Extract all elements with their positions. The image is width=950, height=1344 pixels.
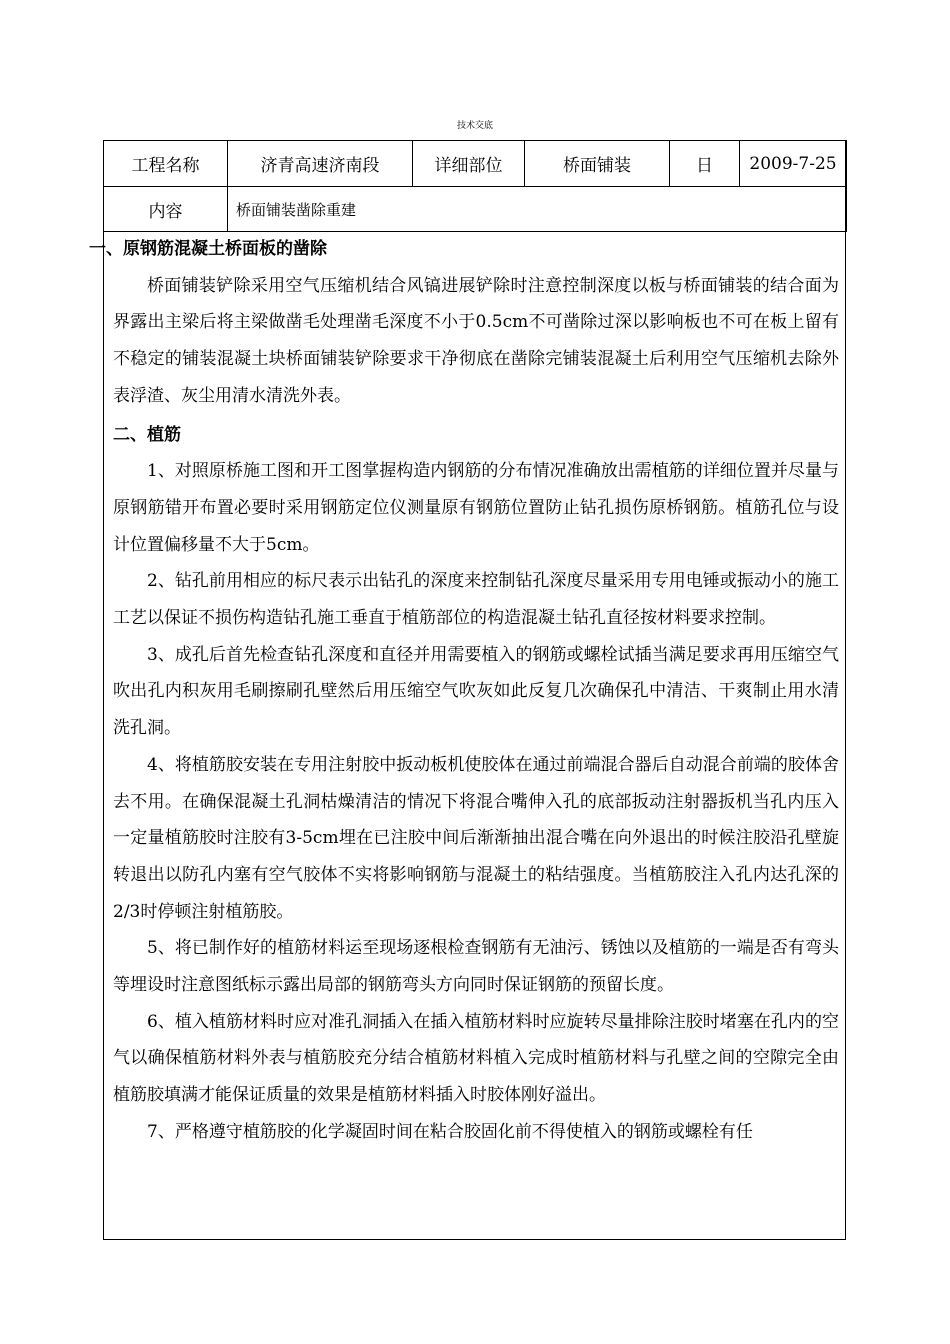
paragraph: 桥面铺装铲除采用空气压缩机结合风镐进展铲除时注意控制深度以板与桥面铺装的结合面为界露出主梁后将主梁做凿毛处理凿毛深度不小于0.5cm不可凿除过深以影响板也不可在板上留有不稳定的铺装混凝土块桥面铺装铲除要求干净彻底在凿除完铺装混凝土后利用空气压缩机去除外表浮渣、灰尘用清水清洗外表。 (113, 275, 839, 406)
info-row-content (104, 187, 847, 232)
paragraph: 4、将植筋胶安装在专用注射胶中扳动板机使胶体在通过前端混合器后自动混合前端的胶体舍去不用。在确保混凝土孔洞枯燥清洁的情况下将混合嘴伸入孔的底部扳动注射器扳机当孔内压入一定量植筋胶时注胶有3-5cm埋在已注胶中间后渐渐抽出混合嘴在向外退出的时候注胶沿孔壁旋转退出以防孔内塞有空气胶体不实将影响钢筋与混凝土的粘结强度。当植筋胶注入孔内达孔深的2/3时停顿注射植筋胶。 (113, 754, 839, 922)
content-value: 桥面铺装凿除重建 (228, 187, 847, 232)
paragraph: 1、对照原桥施工图和开工图掌握构造内钢筋的分布情况准确放出需植筋的详细位置并尽量与原钢筋错开布置必要时采用钢筋定位仪测量原有钢筋位置防止钻孔损伤原桥钢筋。植筋孔位与设计位置偏移量不大于5cm。 (113, 461, 839, 555)
section-heading-1: 一、原钢筋混凝土桥面板的凿除 (89, 239, 327, 259)
part-value: 桥面铺装 (525, 141, 670, 187)
project-label: 工程名称 (104, 141, 228, 187)
document-body (89, 231, 839, 1151)
paragraph: 3、成孔后首先检查钻孔深度和直径并用需要植入的钢筋或螺栓试插当满足要求再用压缩空气吹出孔内积灰用毛刷擦刷孔壁然后用压缩空气吹灰如此反复几次确保孔中清洁、干爽制止用水清洗孔洞。 (113, 644, 839, 739)
paragraph: 6、植入植筋材料时应对准孔洞插入在插入植筋材料时应旋转尽量排除注胶时堵塞在孔内的空气以确保植筋材料外表与植筋胶充分结合植筋材料植入完成时植筋材料与孔壁之间的空隙完全由植筋胶填满才能保证质量的效果是植筋材料插入时胶体刚好溢出。 (113, 1011, 839, 1106)
content-label: 内容 (104, 187, 228, 232)
info-row-project (104, 141, 847, 187)
paragraph: 5、将已制作好的植筋材料运至现场逐根检查钢筋有无油污、锈蚀以及植筋的一端是否有弯头等埋设时注意图纸标示露出局部的钢筋弯头方向同时保证钢筋的预留长度。 (113, 938, 839, 996)
date-value: 2009-7-25 (740, 141, 847, 187)
info-table (103, 140, 847, 232)
section-heading-2: 二、植筋 (113, 424, 181, 445)
header-note: 技术交底 (456, 121, 493, 131)
paragraph: 7、严格遵守植筋胶的化学凝固时间在粘合胶固化前不得使植入的钢筋或螺栓有任 (147, 1121, 753, 1142)
paragraph: 2、钻孔前用相应的标尺表示出钻孔的深度来控制钻孔深度尽量采用专用电锤或振动小的施工工艺以保证不损伤构造钻孔施工垂直于植筋部位的构造混凝土钻孔直径按材料要求控制。 (113, 571, 839, 629)
part-label: 详细部位 (413, 141, 525, 187)
project-value: 济青高速济南段 (228, 141, 413, 187)
date-label: 日 (670, 141, 740, 187)
